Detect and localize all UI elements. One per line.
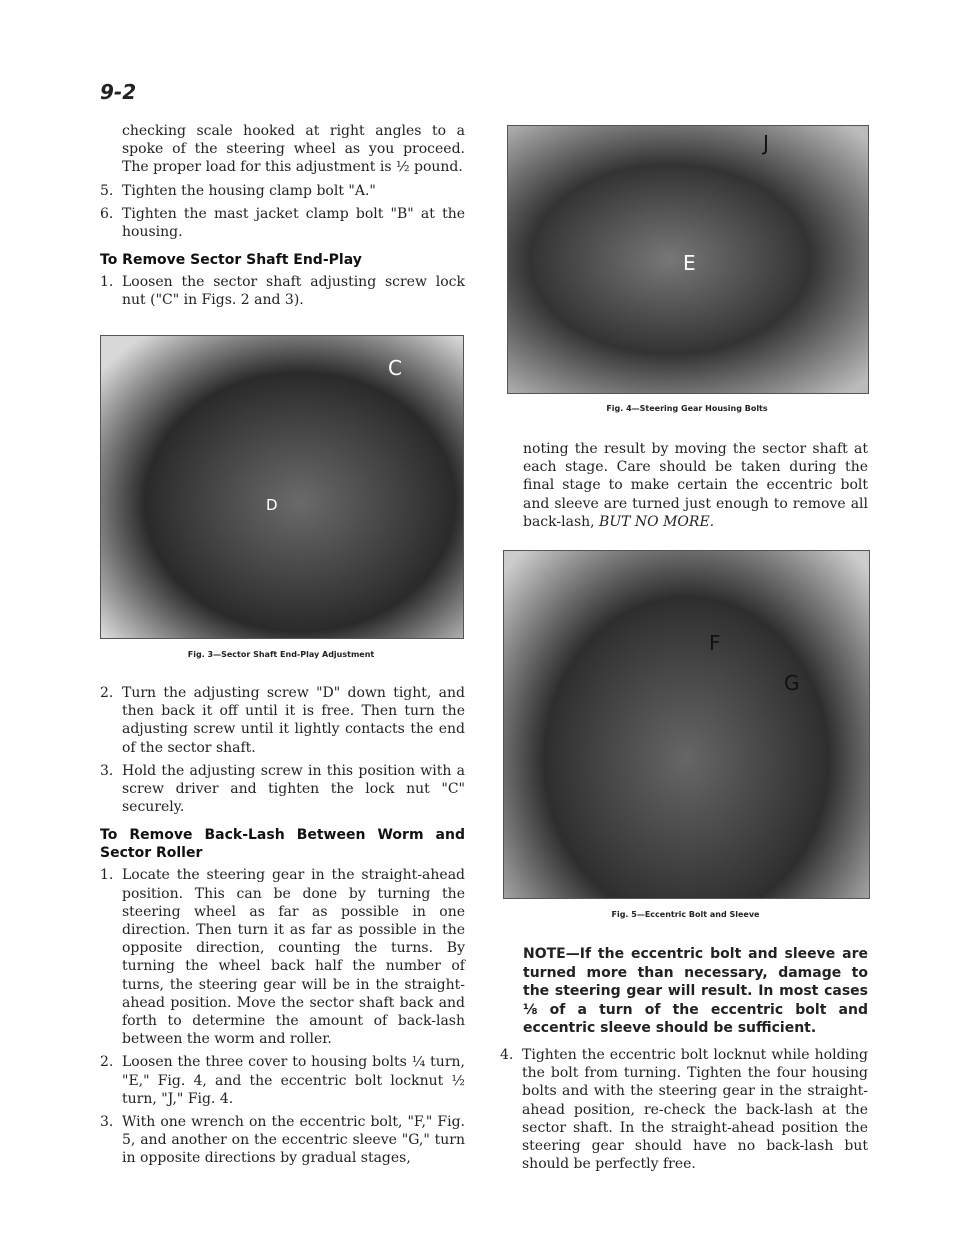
- step-number: 1.: [100, 867, 114, 884]
- intro-text: checking scale hooked at right angles to a spoke of the steering wheel as you proceed. The proper load for this adjustment is ½ pound.: [122, 123, 465, 176]
- list-item: [100, 182, 465, 200]
- step-number: 5.: [100, 182, 114, 199]
- page-number: 9-2: [100, 80, 137, 104]
- fig5-photo: [503, 550, 870, 899]
- step-number: 3.: [100, 762, 114, 779]
- emphasis-text: BUT NO MORE.: [599, 513, 715, 530]
- continued-text-body: noting the result by moving the sector shaft at each stage. Care should be taken during the final stage to make certain the eccentric bolt and sleeve are turned just enough to remove all back-lash,: [523, 441, 868, 530]
- step-number: 2.: [100, 1054, 114, 1071]
- heading-back-lash: To Remove Back-Lash Between Worm and Sector Roller: [100, 827, 465, 862]
- label-j: J: [763, 131, 769, 155]
- note-warning: NOTE—If the eccentric bolt and sleeve are turned more than necessary, damage to the steering gear will result. In most cases ⅛ of a turn of the eccentric bolt and eccentric sleeve should be sufficient.: [523, 946, 868, 1036]
- list-item: [100, 1053, 465, 1108]
- step-text: Loosen the three cover to housing bolts ¼ turn, "E," Fig. 4, and the eccentric bolt locknut ½ turn, "J," Fig. 4.: [122, 1054, 465, 1107]
- left-column-top: [100, 122, 465, 315]
- right-column-steps: [500, 1046, 868, 1178]
- label-g: G: [784, 671, 800, 695]
- step-text: Locate the steering gear in the straight-ahead position. This can be done by turning the steering wheel as far as possible in one direction. Then turn it as far as possible in the opposite direction, counting the turns. By turning the wheel back half the number of turns, the steering gear will be in the straight-ahead position. Move the sector shaft back and forth to determine the amount of back-lash between the worm and roller.: [122, 867, 465, 1048]
- list-item: [100, 762, 465, 817]
- step-text: Tighten the eccentric bolt locknut while holding the bolt from turning. Tighten the four housing bolts and with the steering gear in the straight-ahead position, re-check the back-lash at the sector shaft. In the straight-ahead position the steering gear should have no back-lash but should be perfectly free.: [522, 1047, 868, 1173]
- label-c: C: [388, 356, 402, 380]
- label-e: E: [683, 251, 696, 275]
- step-text: Tighten the mast jacket clamp bolt "B" at the housing.: [122, 205, 465, 241]
- step-text: Hold the adjusting screw in this position with a screw driver and tighten the lock nut "C" securely.: [122, 762, 465, 816]
- step-text: Loosen the sector shaft adjusting screw lock nut ("C" in Figs. 2 and 3).: [122, 274, 465, 309]
- list-item: [100, 1113, 465, 1168]
- fig3-caption: Fig. 3—Sector Shaft End-Play Adjustment: [187, 650, 375, 659]
- step-number: 4.: [500, 1047, 514, 1063]
- heading-sector-shaft: To Remove Sector Shaft End-Play: [100, 252, 362, 269]
- label-d: D: [266, 496, 278, 514]
- left-column-bottom: [100, 684, 465, 1173]
- list-item: [100, 684, 465, 757]
- fig3-photo: [100, 335, 464, 639]
- step-text: With one wrench on the eccentric bolt, "F," Fig. 5, and another on the eccentric sleeve "G," turn in opposite directions by gradual stages,: [122, 1114, 465, 1167]
- fig4-caption: Fig. 4—Steering Gear Housing Bolts: [606, 404, 768, 413]
- step-number: 2.: [100, 685, 114, 701]
- fig4-photo: [507, 125, 869, 394]
- continued-text: [523, 440, 868, 531]
- fig5-caption: Fig. 5—Eccentric Bolt and Sleeve: [611, 910, 760, 919]
- step-text: Turn the adjusting screw "D" down tight, and then back it off until it is free. Then turn the adjusting screw until it lightly contacts the end of the sector shaft.: [122, 685, 465, 756]
- step-number: 1.: [100, 274, 114, 291]
- label-f: F: [709, 631, 721, 655]
- step-number: 6.: [100, 205, 114, 222]
- step-text: Tighten the housing clamp bolt "A.": [122, 182, 376, 199]
- list-item: [100, 866, 465, 1048]
- list-item: [100, 205, 465, 241]
- list-item: [500, 1046, 868, 1173]
- step-number: 3.: [100, 1114, 114, 1131]
- list-item: [100, 273, 465, 309]
